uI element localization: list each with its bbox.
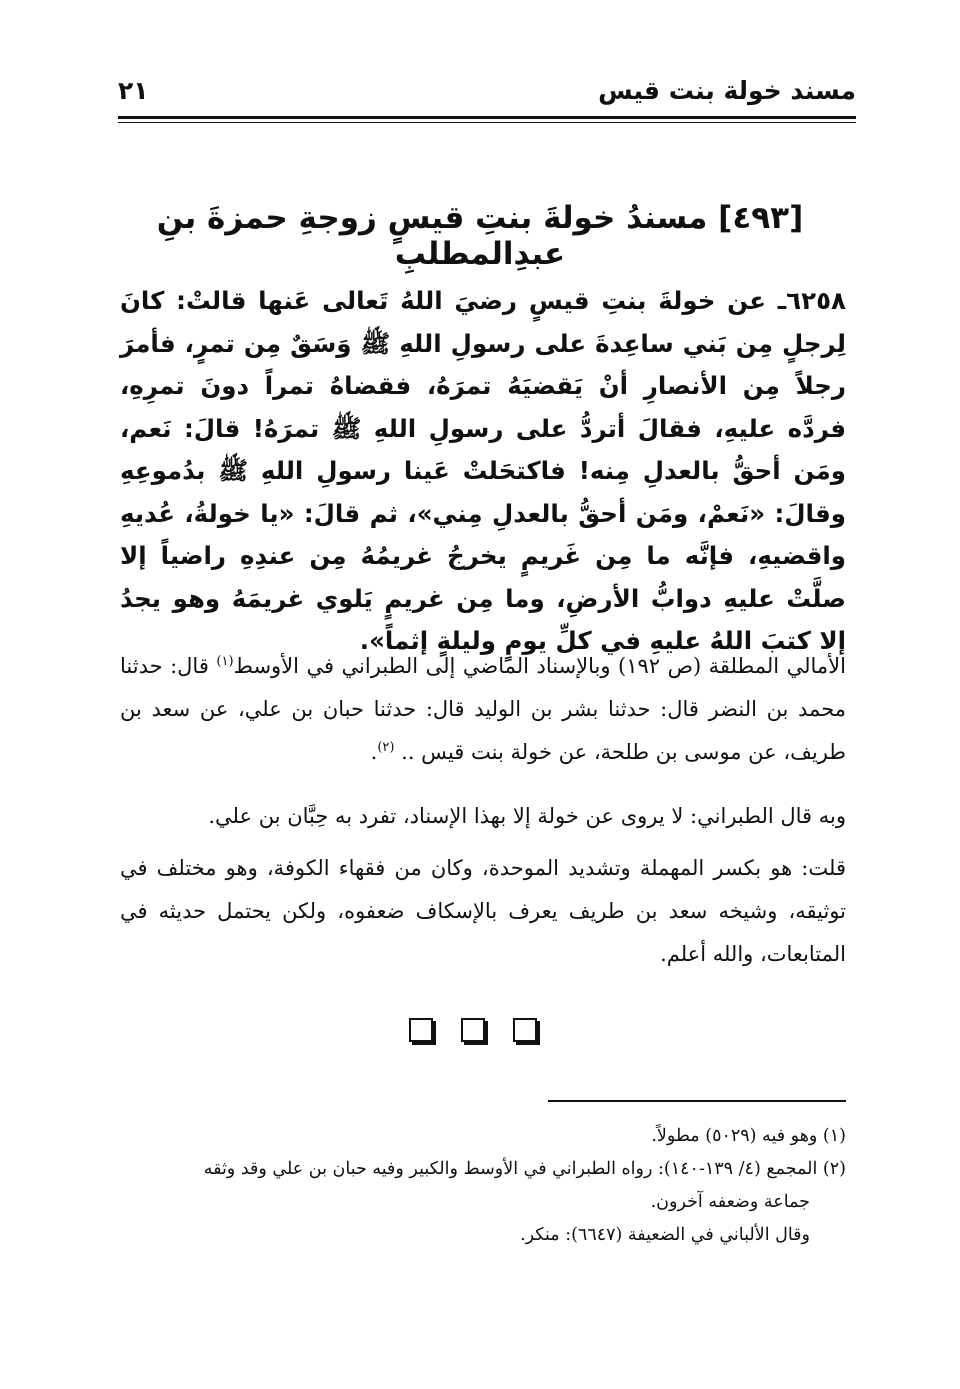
header-rule [118,116,856,119]
hadith-text: ٦٢٥٨ـ عن خولةَ بنتِ قيسٍ رضيَ اللهُ تَعالى عَنها قالتْ: كانَ لِرجلٍ مِن بَني ساعِدةَ على رسولِ اللهِ ﷺ وَسَقٌ مِن تمرٍ، فأمرَ رجلاً مِن الأنصارِ أنْ يَقضيَهُ تمرَهُ، فقضاهُ تمراً دونَ تمرِهِ، فردَّه عليهِ، فقالَ أتردُّ على رسولِ اللهِ ﷺ تمرَهُ! قالَ: نَعم، ومَن أحقُّ بالعدلِ مِنه! فاكتحَلتْ عَينا رسولِ اللهِ ﷺ بدُموعِهِ وقالَ: «نَعمْ، ومَن أحقُّ بالعدلِ مِني»، ثم قالَ: «يا خولةُ، عُديهِ واقضيهِ، فإنَّه ما مِن غَريمٍ يخرجُ غريمُهُ مِن عندِهِ راضياً إلا صلَّتْ عليهِ دوابُّ الأرضِ، وما مِن غريمٍ يَلوي غريمَهُ وهو يجدُ إلا كتبَ اللهُ عليهِ في كلِّ يومٍ وليلةٍ إثماً». [120,286,846,655]
section-heading: [٤٩٣] مسندُ خولةَ بنتِ قيسٍ زوجةِ حمزةَ بنِ عبدِالمطلبِ [156,200,804,272]
running-header [118,72,856,116]
footnote-marker-2[interactable]: (٢) [377,740,395,755]
commentary-text-b: قال: حدثنا محمد بن النضر قال: حدثنا بشر بن الوليد قال: حدثنا حبان بن علي، عن سعد بن طريف، عن موسى بن طلحة، عن خولة بنت قيس .. [120,654,846,764]
square-ornament-icon [461,1018,485,1042]
square-ornament-icon [409,1018,433,1042]
commentary-paragraph-2: وبه قال الطبراني: لا يروى عن خولة إلا بهذا الإسناد، تفرد به حِبَّان بن علي. [208,804,846,828]
footnote-separator [548,1100,846,1102]
header-rule-thin [118,122,856,123]
commentary-text-a: الأمالي المطلقة (ص ١٩٢) وبالإسناد الماضي إلى الطبراني في الأوسط [233,654,846,678]
page-number: ٢١ [118,76,149,105]
square-ornament-icon [513,1018,537,1042]
commentary-text-c: . [370,740,378,764]
section-end-ornament [405,1018,545,1044]
footnote-2-continuation: جماعة وضعفه آخرون. [650,1192,810,1212]
footnote-2: (٢) المجمع (٤/ ١٣٩-١٤٠): رواه الطبراني في الأوسط والكبير وفيه حبان بن علي وقد وثقه [203,1159,846,1179]
footnote-1: (١) وهو فيه (٥٠٢٩) مطولاً. [651,1126,846,1146]
header-title: مسند خولة بنت قيس [598,76,856,105]
footnote-2-continuation: وقال الألباني في الضعيفة (٦٦٤٧): منكر. [520,1225,810,1245]
commentary-paragraph-3: قلت: هو بكسر المهملة وتشديد الموحدة، وكان من فقهاء الكوفة، وهو مختلف في توثيقه، وشيخه سعد بن طريف يعرف بالإسكاف ضعفوه، ولكن يحتمل حديثه في المتابعات، والله أعلم. [120,856,846,966]
commentary-paragraph-1 [120,645,846,774]
footnote-marker-1[interactable]: (١) [216,654,234,669]
footnotes [110,1120,846,1252]
